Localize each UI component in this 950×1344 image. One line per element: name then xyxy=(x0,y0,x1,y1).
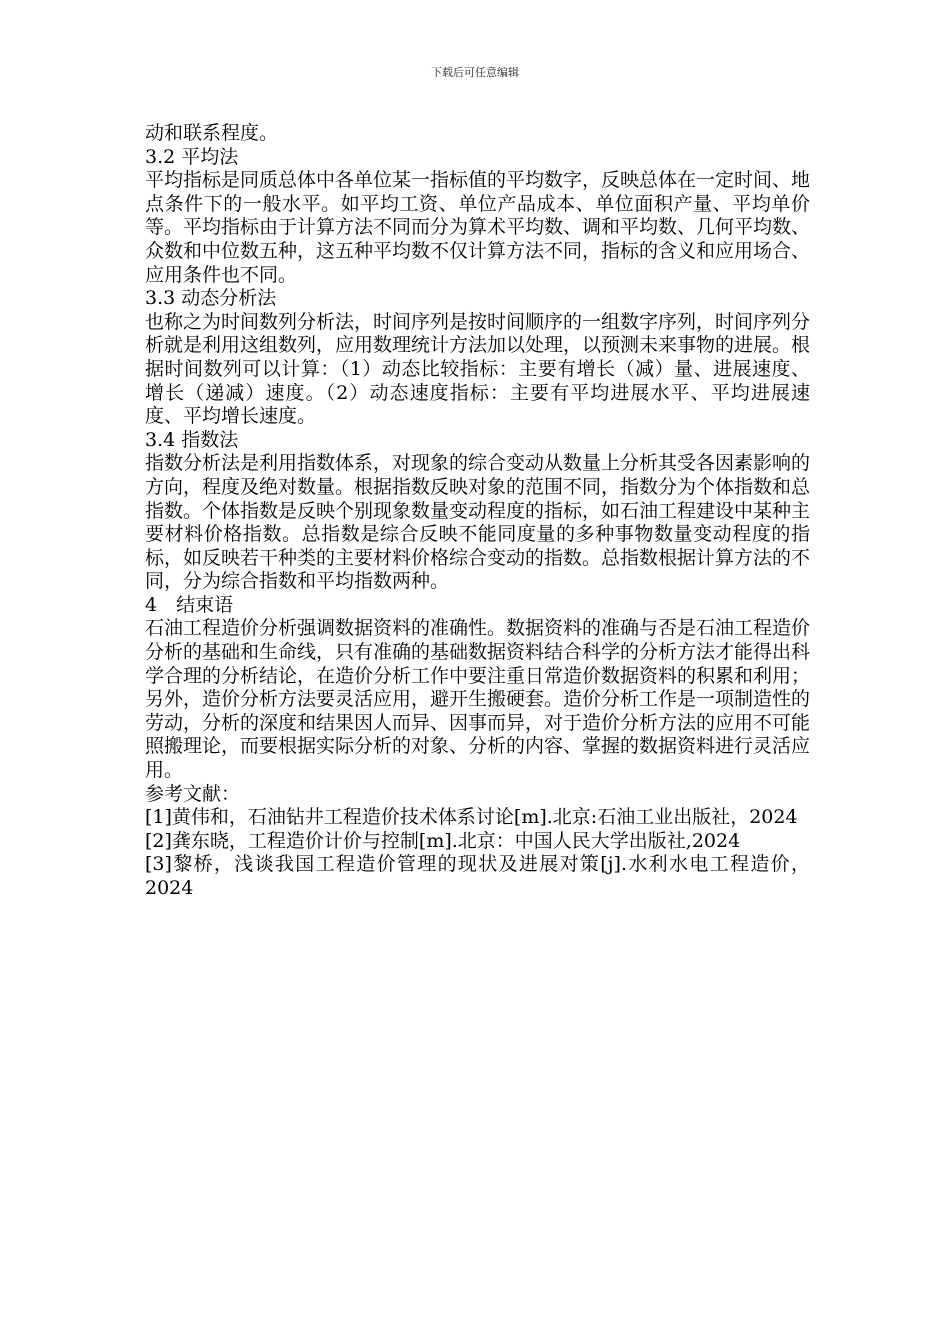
section-heading-3-3: 3.3 动态分析法 xyxy=(145,287,277,310)
paragraph-conclusion: 石油工程造价分析强调数据资料的准确性。数据资料的准确与否是石油工程造价分析的基础和生命线，只有准确的基础数据资料结合科学的分析方法才能得出科学合理的分析结论，在造价分析工作中要注重日常造价数据资料的积累和利用；另外，造价分析方法要灵活应用，避开生搬硬套。造价分析工作是一项制造性的劳动，分析的深度和结果因人而异、因事而异，对于造价分析方法的应用不可能照搬理论，而要根据实际分析的对象、分析的内容、掌握的数据资料进行灵活应用。 xyxy=(145,617,811,782)
page-header: 下载后可任意编辑 xyxy=(431,66,519,79)
paragraph-index-method: 指数分析法是利用指数体系，对现象的综合变动从数量上分析其受各因素影响的方向，程度及绝对数量。根据指数反映对象的范围不同，指数分为个体指数和总指数。个体指数是反映个别现象数量变动程度的指标，如石油工程建设中某种主要材料价格指数。总指数是综合反映不能同度量的多种事物数量变动程度的指标，如反映若干种类的主要材料价格综合变动的指数。总指数根据计算方法的不同，分为综合指数和平均指数两种。 xyxy=(145,452,811,593)
section-heading-3-2: 3.2 平均法 xyxy=(145,145,239,168)
section-heading-3-4: 3.4 指数法 xyxy=(145,428,239,451)
reference-item-1: [1]黄伟和，石油钻井工程造价技术体系讨论[m].北京:石油工业出版社，2024 xyxy=(145,806,798,829)
references-heading: 参考文献： xyxy=(145,782,241,805)
reference-item-2: [2]龚东晓，工程造价计价与控制[m].北京：中国人民大学出版社,2024 xyxy=(145,829,741,852)
references-list xyxy=(145,806,810,900)
section-heading-4: 4 结束语 xyxy=(145,593,234,616)
document-body xyxy=(145,122,810,901)
reference-item-3: [3]黎桥，浅谈我国工程造价管理的现状及进展对策[j].水利水电工程造价，2024 xyxy=(145,853,810,899)
paragraph-dynamic-analysis: 也称之为时间数列分析法，时间序列是按时间顺序的一组数字序列，时间序列分析就是利用这组数列，应用数理统计方法加以处理，以预测未来事物的进展。根据时间数列可以计算：（1）动态比较指标：主要有增长（减）量、进展速度、增长（递减）速度。（2）动态速度指标：主要有平均进展水平、平均进展速度、平均增长速度。 xyxy=(145,310,811,428)
paragraph-continuation: 动和联系程度。 xyxy=(145,122,279,144)
paragraph-average-method: 平均指标是同质总体中各单位某一指标值的平均数字，反映总体在一定时间、地点条件下的一般水平。如平均工资、单位产品成本、单位面积产量、平均单价等。平均指标由于计算方法不同而分为算术平均数、调和平均数、几何平均数、众数和中位数五种，这五种平均数不仅计算方法不同，指标的含义和应用场合、应用条件也不同。 xyxy=(145,169,811,286)
